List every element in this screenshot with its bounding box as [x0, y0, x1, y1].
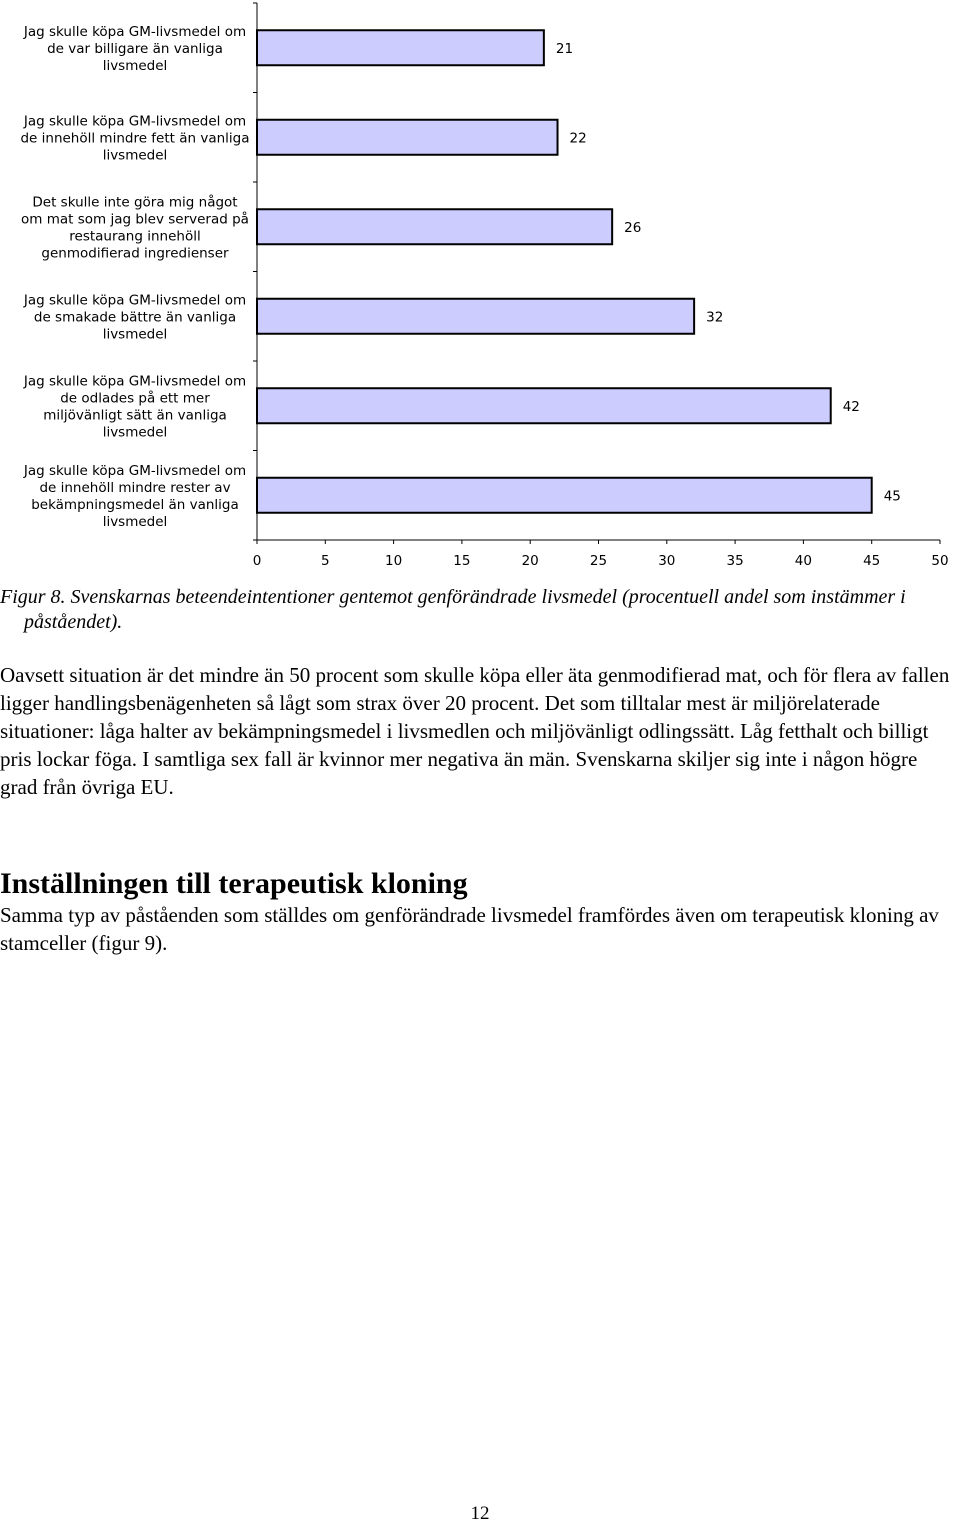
bar-value-label: 32 [706, 309, 724, 326]
category-label-line: bekämpningsmedel än vanliga [31, 496, 239, 513]
category-label-line: de smakade bättre än vanliga [33, 309, 237, 326]
category-label-line: de innehöll mindre rester av [39, 479, 231, 496]
category-label-line: Jag skulle köpa GM-livsmedel om [23, 462, 247, 479]
category-label-line: de innehöll mindre fett än vanliga [20, 130, 250, 147]
bar [257, 299, 694, 334]
x-tick-label: 10 [385, 553, 403, 569]
x-tick-label: 45 [863, 553, 881, 569]
x-tick-label: 15 [453, 553, 471, 569]
category-label-line: livsmedel [102, 57, 168, 74]
x-tick-label: 40 [794, 553, 812, 569]
category-label-line: de odlades på ett mer [60, 390, 210, 407]
category-label-line: Jag skulle köpa GM-livsmedel om [23, 113, 247, 130]
bar [257, 30, 544, 65]
x-tick-label: 0 [252, 553, 262, 569]
x-tick-label: 5 [321, 553, 330, 569]
bar-value-label: 42 [842, 398, 860, 415]
x-tick-label: 20 [521, 553, 539, 569]
bar-value-label: 26 [624, 219, 642, 236]
chart-bars [257, 30, 901, 513]
category-label-line: Jag skulle köpa GM-livsmedel om [23, 292, 247, 309]
category-label-line: Det skulle inte göra mig något [32, 194, 238, 211]
category-label [20, 113, 249, 163]
section-heading: Inställningen till terapeutisk kloning [0, 867, 468, 900]
category-label [23, 463, 246, 530]
category-label-line: restaurang innehöll [69, 228, 201, 245]
bar-value-label: 22 [569, 130, 587, 147]
bar [257, 120, 558, 155]
body-paragraph: Oavsett situation är det mindre än 50 procent som skulle köpa eller äta genmodifierad mat, och för flera av fallen ligger handlingsbenägenheten så lågt som strax över 20 procent. Det som tilltalar mest är miljörelaterade situationer: låga halter av bekämpningsmedel i livsmedlen och miljövänligt odlingssätt. Låg fetthalt och billigt pris lockar föga. I samtliga sex fall är kvinnor mer negativa än män. Svenskarna skiljer sig inte i någon högre grad från övriga EU. [0, 663, 950, 799]
chart-axes [253, 3, 940, 544]
figure-caption: Figur 8. Svenskarnas beteendeintentioner gentemot genförändrade livsmedel (procentuell andel som instämmer i påståendet). [0, 586, 906, 633]
category-label-line: de var billigare än vanliga [47, 40, 223, 57]
category-label-line: livsmedel [102, 326, 168, 343]
category-label-line: om mat som jag blev serverad på [21, 211, 249, 228]
bar-value-label: 21 [555, 40, 574, 57]
x-tick-label: 35 [726, 553, 744, 569]
category-label-line: livsmedel [102, 513, 168, 530]
category-label [21, 193, 249, 261]
category-label [23, 373, 246, 440]
category-label-line: miljövänligt sätt än vanliga [43, 407, 227, 424]
bar [257, 388, 831, 423]
chart-category-labels [20, 24, 249, 530]
bar [257, 478, 872, 513]
category-label [23, 292, 246, 342]
category-label-line: genmodifierad ingredienser [41, 245, 229, 262]
bar [257, 209, 612, 244]
x-tick-label: 30 [658, 553, 676, 569]
body-paragraph-2: Samma typ av påståenden som ställdes om genförändrade livsmedel framfördes även om terapeutisk kloning av stamceller (figur 9). [0, 903, 939, 955]
x-tick-label: 50 [931, 553, 949, 569]
bar-chart [0, 0, 960, 580]
chart-tick-labels [253, 553, 949, 569]
category-label-line: Jag skulle köpa GM-livsmedel om [23, 373, 247, 390]
page-number: 12 [470, 1503, 490, 1524]
bar-value-label: 45 [883, 488, 901, 505]
category-label [23, 24, 246, 74]
category-label-line: livsmedel [102, 424, 168, 441]
category-label-line: Jag skulle köpa GM-livsmedel om [23, 23, 247, 40]
x-tick-label: 25 [589, 553, 608, 569]
category-label-line: livsmedel [102, 147, 168, 164]
